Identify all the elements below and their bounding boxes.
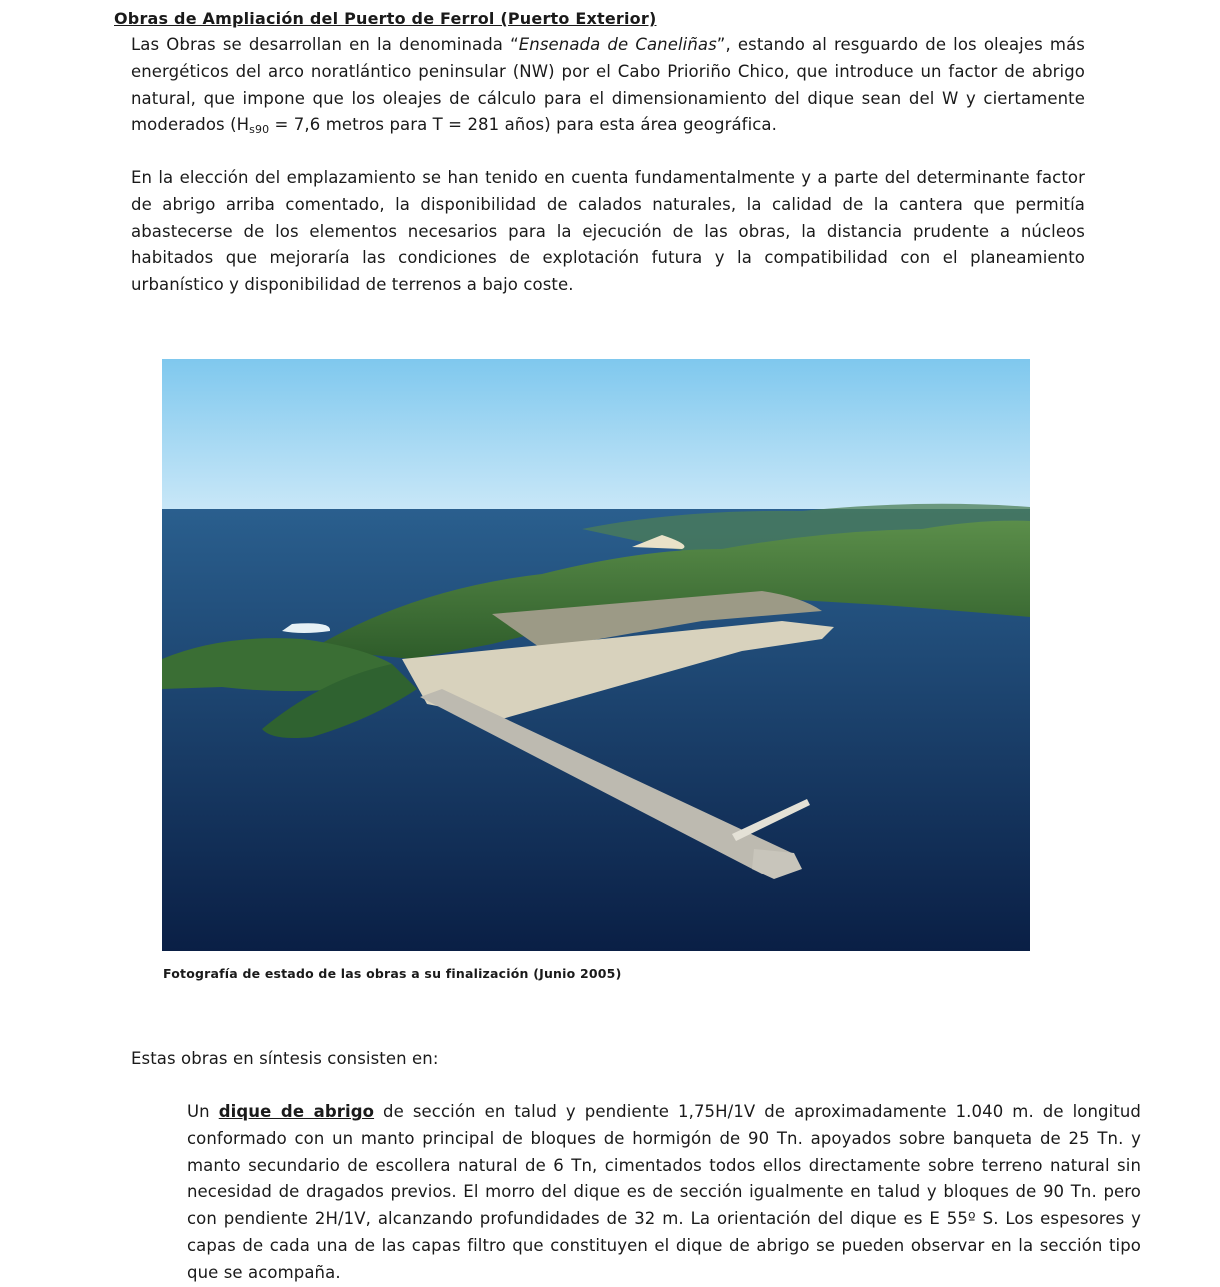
photo-caption: Fotografía de estado de las obras a su finalización (Junio 2005) — [163, 966, 622, 981]
aerial-photo-port-works — [162, 359, 1030, 951]
breakwater-paragraph — [114, 1099, 1141, 1287]
p1-text-c: ”, estando al resguardo de los oleajes más energéticos del arco noratlántico peninsular (NW) por el Cabo Prioriño Chico, que introduce un factor de abrigo natural, que impone que los oleajes de cálculo para el dimensionamiento del dique sean del W y ciertamente moderados (H — [131, 35, 1085, 135]
sky — [162, 359, 1030, 519]
wave-height-subscript: s90 — [249, 123, 270, 137]
section-heading: Obras de Ampliación del Puerto de Ferrol (Puerto Exterior) — [114, 9, 657, 28]
p4-text-a: Un — [187, 1102, 219, 1121]
place-name-emphasis: Ensenada de Caneliñas — [518, 35, 717, 54]
p1-text-a: Las Obras se desarrollan en la denominada “ — [131, 35, 519, 54]
site-selection-paragraph: En la elección del emplazamiento se han tenido en cuenta fundamentalmente y a parte del determinante factor de abrigo arriba comentado, la disponibilidad de calados naturales, la calidad de la cantera que permitía abastecerse de los elementos necesarios para la ejecución de las obras, la distancia prudente a núcleos habitados que mejoraría las condiciones de explotación futura y la compatibilidad con el planeamiento urbanístico y disponibilidad de terrenos a bajo coste. — [131, 168, 1085, 295]
intro-paragraph — [114, 32, 1085, 139]
p4-text-b: de sección en talud y pendiente 1,75H/1V de aproximadamente 1.040 m. de longitud conformado con un manto principal de bloques de hormigón de 90 Tn. apoyados sobre banqueta de 25 Tn. y manto secundario de escollera natural de 6 Tn, cimentados todos ellos directamente sobre terreno natural sin necesidad de dragados previos. El morro del dique es de sección igualmente en talud y bloques de 90 Tn. pero con pendiente 2H/1V, alcanzando profundidades de 32 m. La orientación del dique es E 55º S. Los espesores y capas de cada una de las capas filtro que constituyen el dique de abrigo se pueden observar en la sección tipo que se acompaña. — [187, 1102, 1141, 1282]
breakwater-term: dique de abrigo — [218, 1102, 375, 1121]
summary-intro: Estas obras en síntesis consisten en: — [131, 1049, 439, 1068]
p1-text-d: = 7,6 metros para T = 281 años) para esta área geográfica. — [269, 115, 777, 135]
